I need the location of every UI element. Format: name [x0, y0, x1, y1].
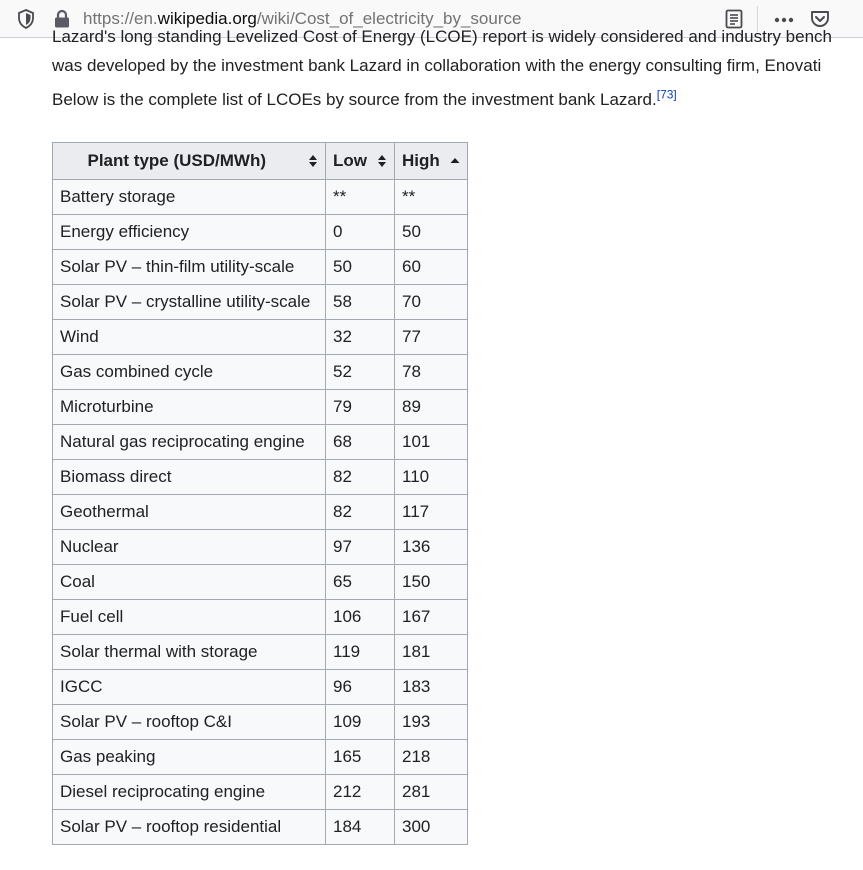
- header-label: Plant type (USD/MWh): [87, 151, 266, 170]
- table-row: [53, 215, 468, 250]
- reader-view-icon[interactable]: [722, 7, 746, 31]
- high-cell: 150: [395, 565, 468, 600]
- high-cell: **: [395, 180, 468, 215]
- table-row: [53, 705, 468, 740]
- high-cell: 101: [395, 425, 468, 460]
- high-cell: 110: [395, 460, 468, 495]
- plant-type-cell: Natural gas reciprocating engine: [53, 425, 326, 460]
- plant-type-cell: Gas combined cycle: [53, 355, 326, 390]
- table-row: [53, 810, 468, 845]
- table-row: [53, 320, 468, 355]
- header-low[interactable]: [326, 143, 395, 180]
- table-body: [53, 180, 468, 845]
- plant-type-cell: Solar PV – thin-film utility-scale: [53, 250, 326, 285]
- table-row: [53, 565, 468, 600]
- low-cell: 165: [326, 740, 395, 775]
- table-row: [53, 390, 468, 425]
- high-cell: 300: [395, 810, 468, 845]
- table-row: [53, 670, 468, 705]
- low-cell: 96: [326, 670, 395, 705]
- high-cell: 193: [395, 705, 468, 740]
- table-row: [53, 250, 468, 285]
- plant-type-cell: Battery storage: [53, 180, 326, 215]
- high-cell: 218: [395, 740, 468, 775]
- plant-type-cell: Geothermal: [53, 495, 326, 530]
- high-cell: 181: [395, 635, 468, 670]
- low-cell: 50: [326, 250, 395, 285]
- plant-type-cell: Fuel cell: [53, 600, 326, 635]
- low-cell: 97: [326, 530, 395, 565]
- high-cell: 77: [395, 320, 468, 355]
- lock-icon[interactable]: [50, 7, 74, 31]
- low-cell: 79: [326, 390, 395, 425]
- low-cell: 58: [326, 285, 395, 320]
- low-cell: 82: [326, 460, 395, 495]
- table-row: [53, 775, 468, 810]
- url-prefix: https://en.: [83, 9, 158, 28]
- high-cell: 78: [395, 355, 468, 390]
- table-row: [53, 635, 468, 670]
- low-cell: 119: [326, 635, 395, 670]
- plant-type-cell: Wind: [53, 320, 326, 355]
- plant-type-cell: Microturbine: [53, 390, 326, 425]
- plant-type-cell: Solar PV – crystalline utility-scale: [53, 285, 326, 320]
- article-intro-sentence: [52, 85, 863, 114]
- high-cell: 167: [395, 600, 468, 635]
- citation-link[interactable]: [73]: [656, 87, 677, 102]
- header-label: High: [402, 151, 440, 170]
- toolbar-separator: [757, 6, 758, 32]
- high-cell: 89: [395, 390, 468, 425]
- low-cell: 68: [326, 425, 395, 460]
- low-cell: 65: [326, 565, 395, 600]
- sort-both-icon: [308, 154, 318, 168]
- table-row: [53, 460, 468, 495]
- shield-icon[interactable]: [14, 7, 38, 31]
- header-label: Low: [333, 151, 367, 170]
- low-cell: 184: [326, 810, 395, 845]
- sort-ascending-icon: [450, 154, 460, 168]
- table-row: [53, 740, 468, 775]
- low-cell: 106: [326, 600, 395, 635]
- plant-type-cell: Solar PV – rooftop residential: [53, 810, 326, 845]
- plant-type-cell: Coal: [53, 565, 326, 600]
- table-row: [53, 180, 468, 215]
- article-content: [52, 30, 863, 114]
- intro-text: Below is the complete list of LCOEs by source from the investment bank Lazard.: [52, 90, 657, 109]
- plant-type-cell: Gas peaking: [53, 740, 326, 775]
- low-cell: 109: [326, 705, 395, 740]
- header-plant-type[interactable]: [53, 143, 326, 180]
- table-header-row: [53, 143, 468, 180]
- low-cell: 82: [326, 495, 395, 530]
- high-cell: 183: [395, 670, 468, 705]
- url-path: /wiki/Cost_of_electricity_by_source: [256, 9, 522, 28]
- plant-type-cell: Solar PV – rooftop C&I: [53, 705, 326, 740]
- low-cell: 32: [326, 320, 395, 355]
- sort-both-icon: [377, 154, 387, 168]
- plant-type-cell: IGCC: [53, 670, 326, 705]
- low-cell: 52: [326, 355, 395, 390]
- low-cell: 0: [326, 215, 395, 250]
- plant-type-cell: Nuclear: [53, 530, 326, 565]
- plant-type-cell: Biomass direct: [53, 460, 326, 495]
- high-cell: 50: [395, 215, 468, 250]
- high-cell: 136: [395, 530, 468, 565]
- header-high[interactable]: [395, 143, 468, 180]
- url-domain: wikipedia.org: [157, 9, 257, 28]
- pocket-icon[interactable]: [808, 7, 832, 31]
- article-paragraph-partial: Lazard's long standing Levelized Cost of Energy (LCOE) report is widely considered and industry bench: [52, 30, 832, 46]
- address-bar[interactable]: [83, 9, 521, 29]
- high-cell: 70: [395, 285, 468, 320]
- plant-type-cell: Diesel reciprocating engine: [53, 775, 326, 810]
- high-cell: 60: [395, 250, 468, 285]
- table-row: [53, 355, 468, 390]
- high-cell: 117: [395, 495, 468, 530]
- low-cell: **: [326, 180, 395, 215]
- low-cell: 212: [326, 775, 395, 810]
- article-paragraph: was developed by the investment bank Lazard in collaboration with the energy consulting firm, Enovati: [52, 56, 822, 75]
- table-row: [53, 285, 468, 320]
- plant-type-cell: Energy efficiency: [53, 215, 326, 250]
- more-actions-icon[interactable]: [772, 7, 796, 31]
- lcoe-table: [52, 142, 468, 845]
- table-row: [53, 495, 468, 530]
- table-row: [53, 600, 468, 635]
- table-row: [53, 425, 468, 460]
- plant-type-cell: Solar thermal with storage: [53, 635, 326, 670]
- high-cell: 281: [395, 775, 468, 810]
- table-row: [53, 530, 468, 565]
